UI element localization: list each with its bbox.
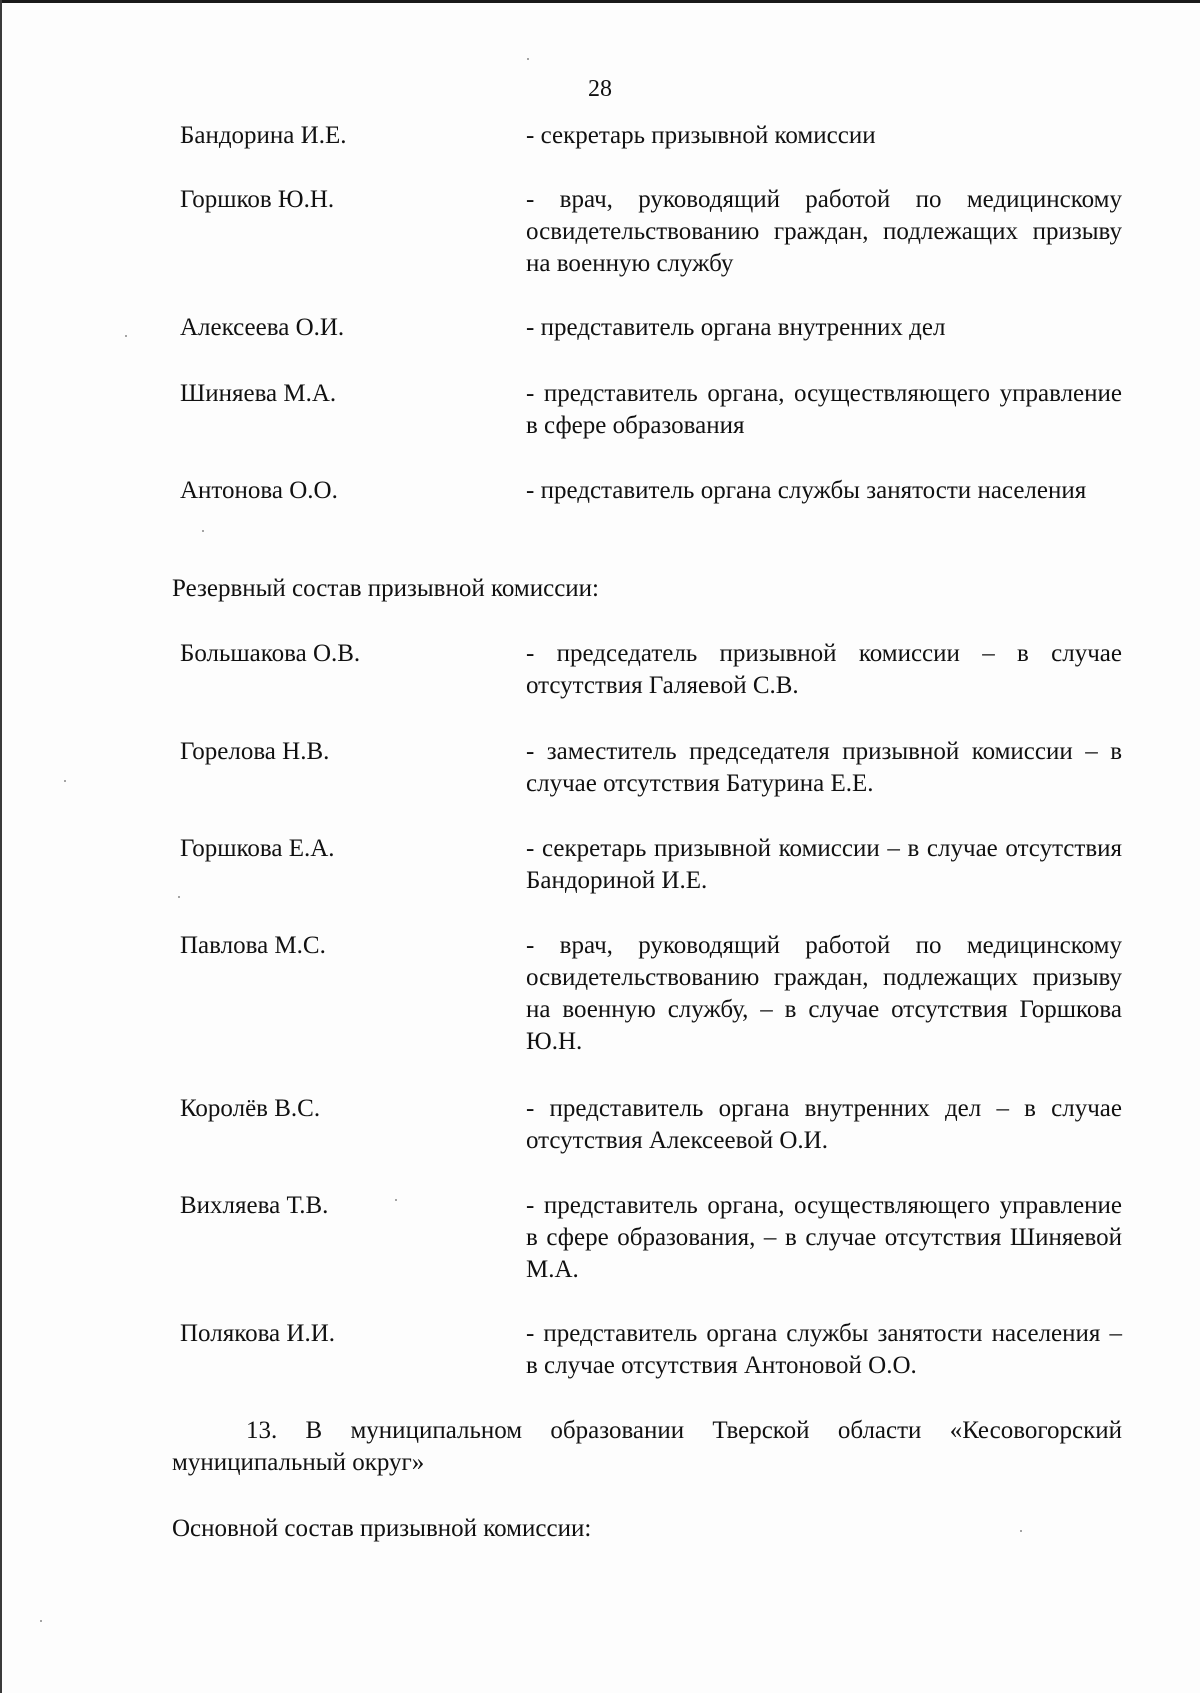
member-role: - врач, руководящий работой по медицинскому освидетельствованию граждан, подлежащих призыву на военную службу [526,186,1122,277]
scan-speck [527,58,529,60]
member-role: - представитель органа службы занятости населения – в случае отсутствия Антоновой О.О. [526,1320,1122,1379]
member-role: - представитель органа службы занятости населения [526,477,1087,504]
member-name: Павлова М.С. [180,932,326,959]
scan-speck [125,335,127,337]
member-name: Горшков Ю.Н. [180,186,335,213]
member-role: - представитель органа, осуществляющего управление в сфере образования, – в случае отсутствия Шиняевой М.А. [526,1192,1122,1283]
scan-speck [202,530,204,532]
scan-edge-left [0,0,2,1693]
member-name: Королёв В.С. [180,1095,321,1122]
member-role: - секретарь призывной комиссии [526,122,876,149]
member-role: - заместитель председателя призывной комиссии – в случае отсутствия Батурина Е.Е. [526,738,1122,797]
member-role: - врач, руководящий работой по медицинскому освидетельствованию граждан, подлежащих призыву на военную службу, – в случае отсутствия Горшкова Ю.Н. [526,932,1122,1055]
member-name: Вихляева Т.В. [180,1192,329,1219]
section-13-paragraph: 13. В муниципальном образовании Тверской области «Кесовогорский муниципальный округ» [172,1417,1122,1476]
scan-speck [1020,1530,1022,1532]
scan-speck [64,780,66,782]
page-number: 28 [588,76,612,102]
member-name: Шиняева М.А. [180,380,337,407]
member-role: - представитель органа внутренних дел [526,314,946,341]
scan-speck [178,896,180,898]
member-name: Антонова О.О. [180,477,338,504]
member-role: - секретарь призывной комиссии – в случае отсутствия Бандориной И.Е. [526,835,1122,894]
member-role: - представитель органа внутренних дел – в случае отсутствия Алексеевой О.И. [526,1095,1122,1154]
member-name: Алексеева О.И. [180,314,345,341]
scan-speck [395,1199,397,1201]
member-name: Горелова Н.В. [180,738,330,765]
member-name: Горшкова Е.А. [180,835,335,862]
reserve-heading: Резервный состав призывной комиссии: [172,575,599,602]
scan-speck [40,1620,42,1622]
member-name: Бандорина И.Е. [180,122,347,149]
member-name: Полякова И.И. [180,1320,336,1347]
member-role: - представитель органа, осуществляющего управление в сфере образования [526,380,1122,439]
scan-edge-top [0,0,1200,3]
member-name: Большакова О.В. [180,640,361,667]
member-role: - председатель призывной комиссии – в случае отсутствия Галяевой С.В. [526,640,1122,699]
main-composition-heading: Основной состав призывной комиссии: [172,1515,592,1542]
